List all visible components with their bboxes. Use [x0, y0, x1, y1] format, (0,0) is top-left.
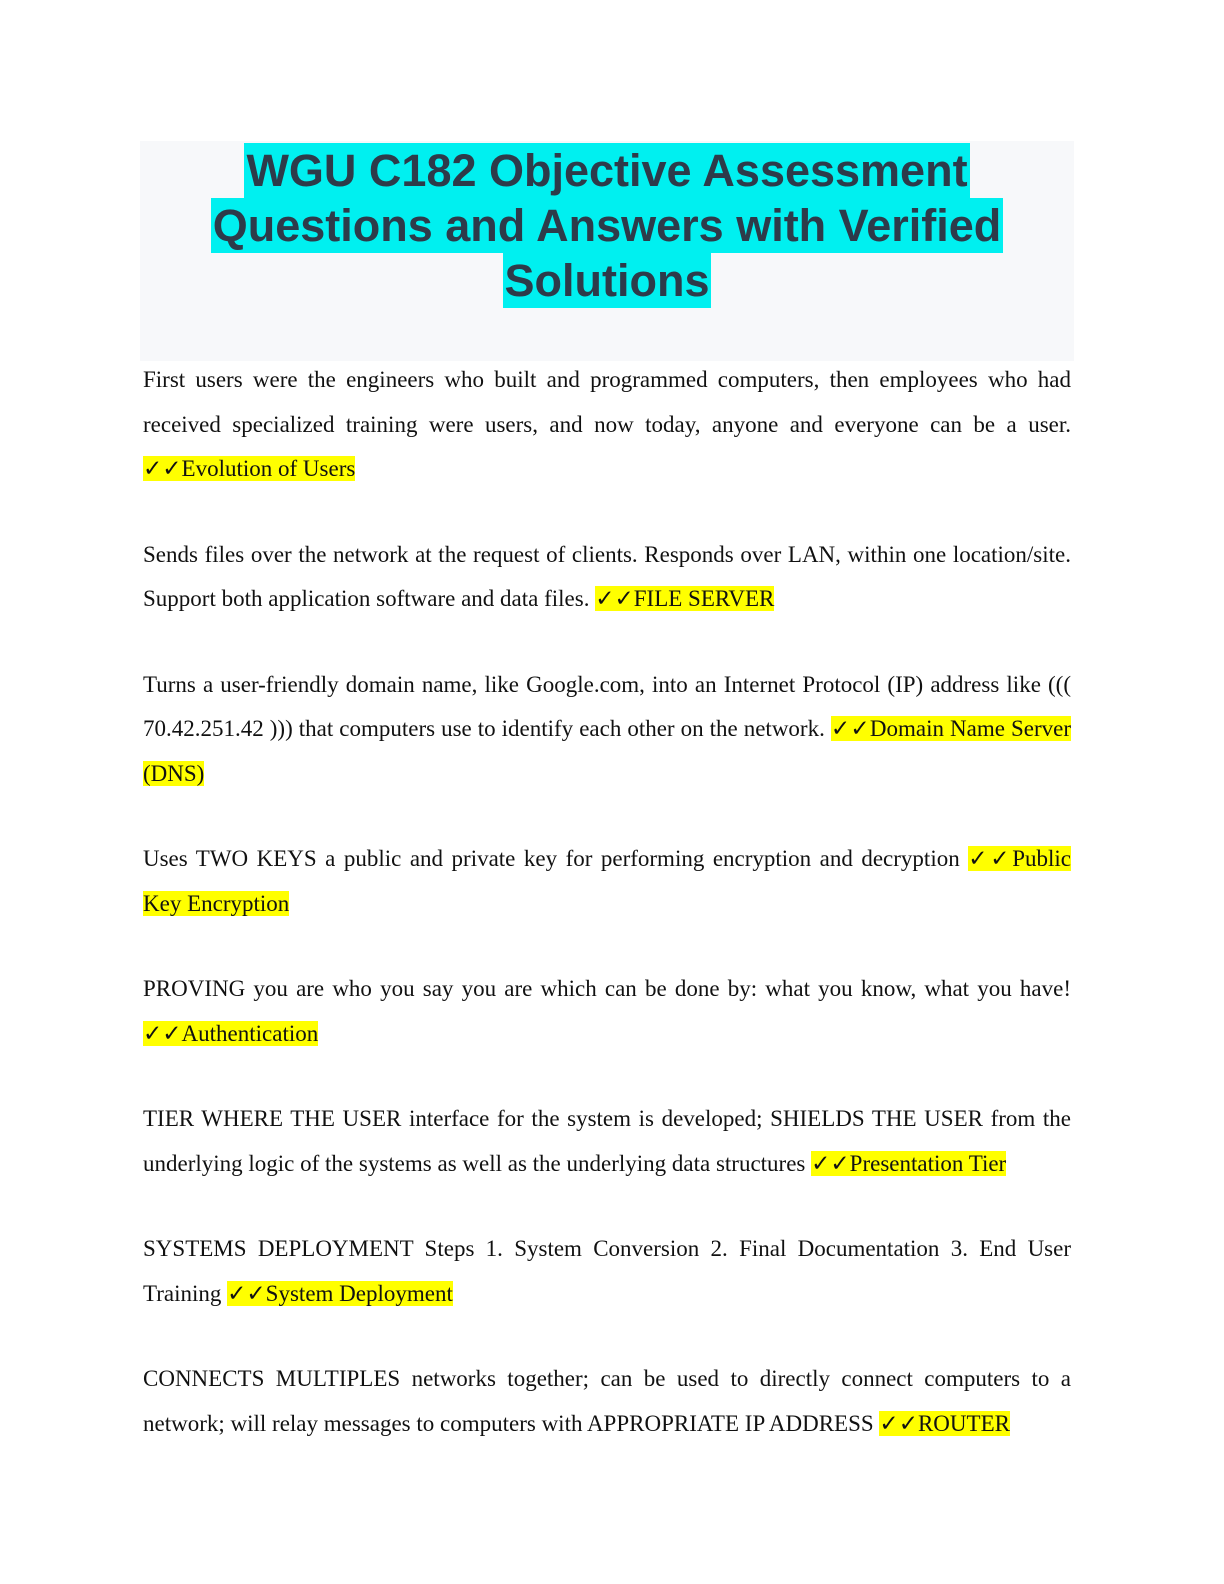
answer-text: ✓✓System Deployment: [227, 1280, 453, 1306]
qa-item: [143, 663, 1071, 797]
question-text: Sends files over the network at the request of clients. Responds over LAN, within one location/site. Support both application software and data files.: [143, 541, 1071, 611]
qa-item: [143, 1357, 1071, 1446]
answer-text: ✓✓Domain Name Server (DNS): [143, 716, 1071, 786]
qa-item: [143, 837, 1071, 926]
qa-item: [143, 1097, 1071, 1186]
question-text: PROVING you are who you say you are which can be done by: what you know, what you have!: [143, 976, 1071, 1001]
question-text: SYSTEMS DEPLOYMENT Steps 1. System Conversion 2. Final Documentation 3. End User Training: [143, 1236, 1071, 1306]
question-text: Turns a user-friendly domain name, like Google.com, into an Internet Protocol (IP) address like ((( 70.42.251.42 ))) that computers use to identify each other on the network.: [143, 671, 1071, 741]
qa-item: [143, 358, 1071, 492]
answer-text: ✓✓Authentication: [143, 1020, 319, 1046]
title-block: [140, 141, 1074, 361]
answer-text: ✓✓ROUTER: [879, 1410, 1010, 1436]
answer-text: ✓✓Presentation Tier: [811, 1150, 1007, 1176]
qa-list: [143, 358, 1071, 1487]
answer-text: ✓✓FILE SERVER: [595, 586, 775, 611]
document-title: [140, 141, 1074, 308]
title-line-1: WGU C182 Objective Assessment: [246, 145, 968, 196]
question-text: First users were the engineers who built and programmed computers, then employees who had received specialized training were users, and now today, anyone and everyone can be a user.: [143, 367, 1071, 437]
question-text: Uses TWO KEYS a public and private key for performing encryption and decryption: [143, 846, 960, 871]
answer-text: ✓✓Public Key Encryption: [143, 846, 1071, 916]
question-text: TIER WHERE THE USER interface for the system is developed; SHIELDS THE USER from the underlying logic of the systems as well as the underlying data structures: [143, 1106, 1071, 1176]
title-line-3: Solutions: [504, 255, 710, 306]
qa-item: [143, 1227, 1071, 1316]
qa-item: [143, 967, 1071, 1056]
title-line-2: Questions and Answers with Verified: [212, 200, 1002, 251]
question-text: CONNECTS MULTIPLES networks together; can be used to directly connect computers to a network; will relay messages to computers with APPROPRIATE IP ADDRESS: [143, 1366, 1071, 1436]
answer-text: ✓✓Evolution of Users: [143, 456, 356, 481]
qa-item: [143, 533, 1071, 622]
